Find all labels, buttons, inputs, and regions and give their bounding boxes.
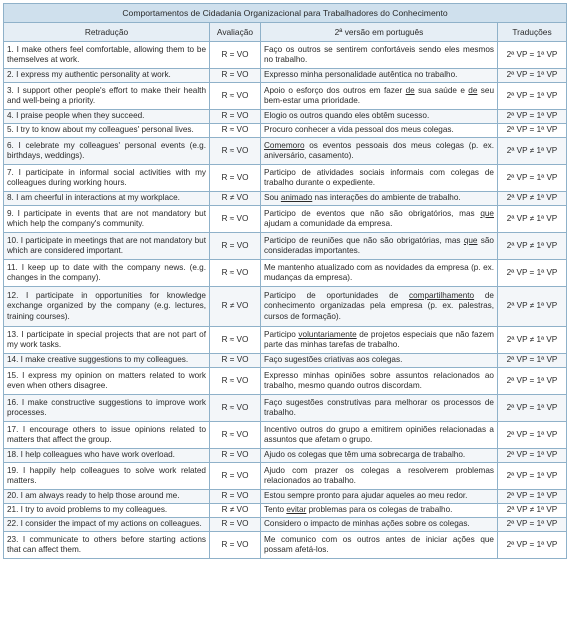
- cell-avaliacao: R = VO: [210, 463, 261, 490]
- column-header-retraducao: Retradução: [4, 23, 210, 42]
- column-header-segunda-versao: 2ª versão em português: [261, 23, 498, 42]
- cell-segunda-versao: Sou animado nas interações do ambiente de trabalho.: [261, 192, 498, 206]
- cell-retraducao: 1. I make others feel comfortable, allowing them to be themselves at work.: [4, 42, 210, 69]
- cell-traducoes: 2ª VP ≠ 1ª VP: [498, 504, 567, 518]
- table-row: [4, 233, 567, 260]
- cell-retraducao: 4. I praise people when they succeed.: [4, 110, 210, 124]
- cell-traducoes: 2ª VP = 1ª VP: [498, 124, 567, 138]
- cell-retraducao: 7. I participate in informal social activities with my colleagues during working hours.: [4, 165, 210, 192]
- cell-avaliacao: R = VO: [210, 110, 261, 124]
- table-container: [3, 3, 566, 559]
- table-row: [4, 532, 567, 559]
- cell-traducoes: 2ª VP = 1ª VP: [498, 490, 567, 504]
- table-row: [4, 354, 567, 368]
- cell-traducoes: 2ª VP = 1ª VP: [498, 368, 567, 395]
- cell-traducoes: 2ª VP ≠ 1ª VP: [498, 287, 567, 327]
- cell-traducoes: 2ª VP ≠ 1ª VP: [498, 233, 567, 260]
- cell-traducoes: 2ª VP = 1ª VP: [498, 532, 567, 559]
- cell-segunda-versao: Participo de oportunidades de compartilhamento de conhecimento organizadas pela empresa (p. ex. palestras, cursos de formação).: [261, 287, 498, 327]
- cell-segunda-versao: Procuro conhecer a vida pessoal dos meus colegas.: [261, 124, 498, 138]
- cell-retraducao: 9. I participate in events that are not mandatory but which help the company's community.: [4, 206, 210, 233]
- table-row: [4, 287, 567, 327]
- cell-traducoes: 2ª VP = 1ª VP: [498, 69, 567, 83]
- table-row: [4, 463, 567, 490]
- cell-segunda-versao: Participo de atividades sociais informais com colegas de trabalho durante o expediente.: [261, 165, 498, 192]
- cell-retraducao: 8. I am cheerful in interactions at my workplace.: [4, 192, 210, 206]
- cell-segunda-versao: Participo voluntariamente de projetos especiais que não fazem parte das minhas tarefas de trabalho.: [261, 327, 498, 354]
- cell-segunda-versao: Me mantenho atualizado com as novidades da empresa (p. ex. mudanças da empresa).: [261, 260, 498, 287]
- table-row: [4, 192, 567, 206]
- table-row: [4, 110, 567, 124]
- cell-segunda-versao: Apoio o esforço dos outros em fazer de sua saúde e de seu bem-estar uma prioridade.: [261, 83, 498, 110]
- cell-segunda-versao: Incentivo outros do grupo a emitirem opiniões relacionadas a assuntos que afetam o grupo.: [261, 422, 498, 449]
- cell-traducoes: 2ª VP = 1ª VP: [498, 110, 567, 124]
- cell-retraducao: 10. I participate in meetings that are not mandatory but which are considered important.: [4, 233, 210, 260]
- cell-segunda-versao: Me comunico com os outros antes de iniciar ações que possam afetá-los.: [261, 532, 498, 559]
- cell-avaliacao: R ≈ VO: [210, 368, 261, 395]
- cell-traducoes: 2ª VP ≠ 1ª VP: [498, 206, 567, 233]
- cell-avaliacao: R ≈ VO: [210, 206, 261, 233]
- table-title: Comportamentos de Cidadania Organizacional para Trabalhadores do Conhecimento: [4, 4, 567, 23]
- cell-retraducao: 22. I consider the impact of my actions on colleagues.: [4, 518, 210, 532]
- table-row: [4, 490, 567, 504]
- cell-avaliacao: R ≈ VO: [210, 260, 261, 287]
- table-row: [4, 449, 567, 463]
- table-row: [4, 69, 567, 83]
- cell-traducoes: 2ª VP = 1ª VP: [498, 165, 567, 192]
- cell-avaliacao: R = VO: [210, 69, 261, 83]
- table-row: [4, 83, 567, 110]
- cell-retraducao: 3. I support other people's effort to make their health and well-being a priority.: [4, 83, 210, 110]
- table-row: [4, 206, 567, 233]
- cell-retraducao: 5. I try to know about my colleagues' personal lives.: [4, 124, 210, 138]
- cell-segunda-versao: Comemoro os eventos pessoais dos meus colegas (p. ex. aniversário, casamento).: [261, 138, 498, 165]
- column-header-traducoes: Traduções: [498, 23, 567, 42]
- cell-retraducao: 23. I communicate to others before starting actions that can affect them.: [4, 532, 210, 559]
- cell-traducoes: 2ª VP ≠ 1ª VP: [498, 327, 567, 354]
- cell-segunda-versao: Considero o impacto de minhas ações sobre os colegas.: [261, 518, 498, 532]
- cell-avaliacao: R = VO: [210, 354, 261, 368]
- cell-retraducao: 11. I keep up to date with the company news. (e.g. changes in the company).: [4, 260, 210, 287]
- cell-retraducao: 17. I encourage others to issue opinions related to matters that affect the group.: [4, 422, 210, 449]
- cell-traducoes: 2ª VP = 1ª VP: [498, 42, 567, 69]
- cell-avaliacao: R ≈ VO: [210, 124, 261, 138]
- cell-retraducao: 16. I make constructive suggestions to improve work processes.: [4, 395, 210, 422]
- cell-traducoes: 2ª VP = 1ª VP: [498, 354, 567, 368]
- data-table: [3, 3, 567, 559]
- cell-avaliacao: R = VO: [210, 165, 261, 192]
- table-row: [4, 368, 567, 395]
- cell-segunda-versao: Tento evitar problemas para os colegas de trabalho.: [261, 504, 498, 518]
- cell-traducoes: 2ª VP ≠ 1ª VP: [498, 192, 567, 206]
- table-row: [4, 518, 567, 532]
- cell-retraducao: 21. I try to avoid problems to my colleagues.: [4, 504, 210, 518]
- cell-segunda-versao: Expresso minha personalidade autêntica no trabalho.: [261, 69, 498, 83]
- table-row: [4, 138, 567, 165]
- cell-avaliacao: R ≈ VO: [210, 327, 261, 354]
- table-row: [4, 124, 567, 138]
- cell-avaliacao: R ≈ VO: [210, 138, 261, 165]
- cell-segunda-versao: Faço os outros se sentirem confortáveis sendo eles mesmos no trabalho.: [261, 42, 498, 69]
- table-row: [4, 165, 567, 192]
- table-row: [4, 395, 567, 422]
- cell-avaliacao: R ≠ VO: [210, 287, 261, 327]
- cell-retraducao: 20. I am always ready to help those around me.: [4, 490, 210, 504]
- cell-segunda-versao: Elogio os outros quando eles obtêm sucesso.: [261, 110, 498, 124]
- cell-retraducao: 15. I express my opinion on matters related to work even when others disagree.: [4, 368, 210, 395]
- cell-traducoes: 2ª VP = 1ª VP: [498, 518, 567, 532]
- cell-traducoes: 2ª VP = 1ª VP: [498, 395, 567, 422]
- cell-retraducao: 18. I help colleagues who have work overload.: [4, 449, 210, 463]
- cell-avaliacao: R ≠ VO: [210, 504, 261, 518]
- cell-segunda-versao: Expresso minhas opiniões sobre assuntos relacionados ao trabalho, mesmo quando outros discordam.: [261, 368, 498, 395]
- cell-segunda-versao: Ajudo os colegas que têm uma sobrecarga de trabalho.: [261, 449, 498, 463]
- column-header-avaliacao: Avaliação: [210, 23, 261, 42]
- cell-traducoes: 2ª VP = 1ª VP: [498, 422, 567, 449]
- cell-retraducao: 6. I celebrate my colleagues' personal events (e.g. birthdays, weddings).: [4, 138, 210, 165]
- table-row: [4, 327, 567, 354]
- cell-segunda-versao: Estou sempre pronto para ajudar aqueles ao meu redor.: [261, 490, 498, 504]
- cell-avaliacao: R ≈ VO: [210, 422, 261, 449]
- cell-traducoes: 2ª VP = 1ª VP: [498, 449, 567, 463]
- cell-retraducao: 14. I make creative suggestions to my colleagues.: [4, 354, 210, 368]
- cell-traducoes: 2ª VP ≠ 1ª VP: [498, 138, 567, 165]
- cell-traducoes: 2ª VP = 1ª VP: [498, 463, 567, 490]
- cell-retraducao: 2. I express my authentic personality at work.: [4, 69, 210, 83]
- cell-avaliacao: R ≈ VO: [210, 395, 261, 422]
- cell-segunda-versao: Faço sugestões criativas aos colegas.: [261, 354, 498, 368]
- table-row: [4, 504, 567, 518]
- cell-avaliacao: R = VO: [210, 42, 261, 69]
- table-body: [4, 42, 567, 559]
- table-row: [4, 422, 567, 449]
- cell-avaliacao: R = VO: [210, 233, 261, 260]
- cell-segunda-versao: Ajudo com prazer os colegas a resolverem problemas relacionados ao trabalho.: [261, 463, 498, 490]
- cell-avaliacao: R = VO: [210, 490, 261, 504]
- cell-segunda-versao: Participo de eventos que não são obrigatórios, mas que ajudam a comunidade da empresa.: [261, 206, 498, 233]
- table-row: [4, 42, 567, 69]
- table-row: [4, 260, 567, 287]
- cell-retraducao: 19. I happily help colleagues to solve work related matters.: [4, 463, 210, 490]
- cell-segunda-versao: Participo de reuniões que não são obrigatórias, mas que são consideradas importantes.: [261, 233, 498, 260]
- cell-avaliacao: R ≈ VO: [210, 83, 261, 110]
- cell-retraducao: 13. I participate in special projects that are not part of my work tasks.: [4, 327, 210, 354]
- cell-avaliacao: R ≠ VO: [210, 192, 261, 206]
- cell-avaliacao: R = VO: [210, 449, 261, 463]
- cell-avaliacao: R = VO: [210, 532, 261, 559]
- cell-segunda-versao: Faço sugestões construtivas para melhorar os processos de trabalho.: [261, 395, 498, 422]
- cell-traducoes: 2ª VP = 1ª VP: [498, 260, 567, 287]
- cell-retraducao: 12. I participate in opportunities for knowledge exchange organized by the company (e.g. lectures, training courses).: [4, 287, 210, 327]
- cell-avaliacao: R = VO: [210, 518, 261, 532]
- cell-traducoes: 2ª VP = 1ª VP: [498, 83, 567, 110]
